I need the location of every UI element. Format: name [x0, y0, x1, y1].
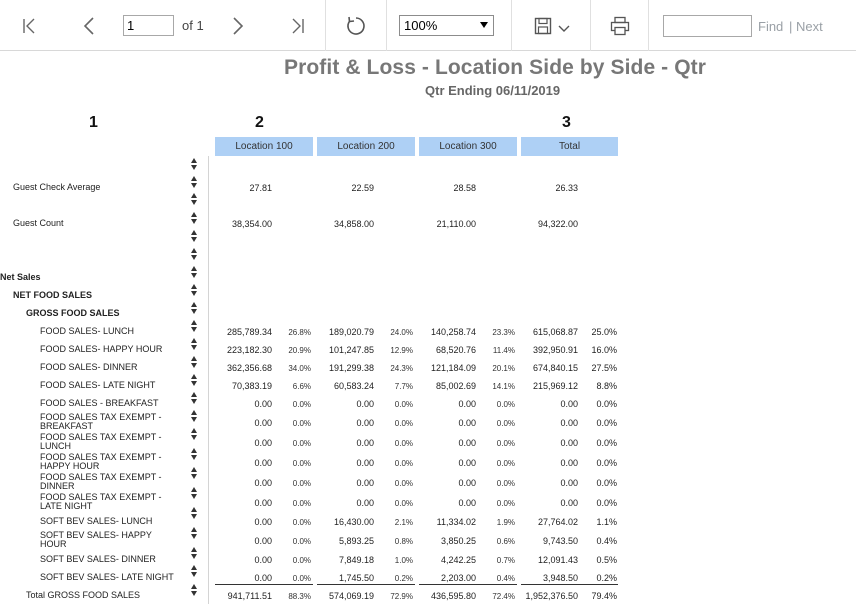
first-page-button[interactable]: [14, 0, 44, 51]
row-value: 223,182.30: [226, 345, 272, 355]
column-header-location-200: Location 200: [317, 137, 415, 156]
row-percent: 0.0%: [496, 439, 515, 448]
row-value: 94,322.00: [537, 219, 578, 229]
row-value: 0.00: [356, 438, 374, 448]
row-value: 12,091.43: [537, 555, 578, 565]
row-value: 3,850.25: [440, 536, 476, 546]
row-percent: 0.0%: [394, 400, 413, 409]
total-underline: [419, 584, 517, 585]
row-label: NET FOOD SALES: [13, 290, 93, 300]
row-value: 189,020.79: [328, 327, 374, 337]
report-title: Profit & Loss - Location Side by Side - Qtr: [284, 56, 707, 79]
report-row: [0, 587, 640, 604]
row-value: 0.00: [458, 498, 476, 508]
row-label: FOOD SALES TAX EXEMPT -: [40, 412, 162, 422]
row-percent: 7.7%: [394, 382, 413, 391]
row-value: 0.00: [458, 458, 476, 468]
row-label: FOOD SALES- DINNER: [40, 362, 138, 372]
row-percent: 72.9%: [390, 592, 413, 601]
save-icon: [534, 17, 552, 35]
row-value: 0.00: [560, 438, 578, 448]
row-value: 0.00: [254, 458, 272, 468]
row-percent: 0.0%: [394, 459, 413, 468]
toolbar-separator: [648, 0, 649, 51]
row-value: 285,789.34: [226, 327, 272, 337]
row-percent: 88.3%: [288, 592, 311, 601]
row-percent: 0.0%: [292, 459, 311, 468]
row-value: 0.00: [254, 418, 272, 428]
row-label: FOOD SALES- LATE NIGHT: [40, 380, 156, 390]
row-percent: 1.0%: [394, 556, 413, 565]
column-group-number: 1: [89, 114, 98, 131]
row-label: FOOD SALES TAX EXEMPT -: [40, 432, 162, 442]
row-value: 0.00: [458, 418, 476, 428]
row-value: 191,299.38: [328, 363, 374, 373]
row-value: 0.00: [254, 498, 272, 508]
row-value: 27.81: [249, 183, 272, 193]
row-value: 4,242.25: [440, 555, 476, 565]
row-value: 674,840.15: [532, 363, 578, 373]
row-label: Total GROSS FOOD SALES: [26, 590, 141, 600]
row-value: 0.00: [254, 399, 272, 409]
print-icon: [610, 16, 630, 36]
row-value: 11,334.02: [436, 517, 476, 527]
row-value: 0.00: [356, 498, 374, 508]
previous-page-button[interactable]: [74, 0, 104, 51]
row-value: 9,743.50: [542, 536, 578, 546]
dropdown-arrow-icon: [480, 22, 488, 28]
column-header-total: Total: [521, 137, 618, 156]
row-value: 22.59: [351, 183, 374, 193]
row-label: LATE NIGHT: [40, 501, 93, 511]
row-value: 0.00: [254, 573, 272, 583]
row-value: 392,950.91: [532, 345, 578, 355]
find-link[interactable]: Find: [758, 19, 784, 34]
row-value: 0.00: [560, 399, 578, 409]
row-percent: 0.7%: [496, 556, 515, 565]
row-value: 5,893.25: [338, 536, 374, 546]
row-percent: 11.4%: [492, 346, 515, 355]
row-value: 0.00: [356, 418, 374, 428]
toolbar-separator: [386, 0, 387, 51]
row-percent: 0.0%: [292, 400, 311, 409]
row-percent: 79.4%: [591, 591, 617, 601]
row-value: 0.00: [560, 498, 578, 508]
row-label: HOUR: [40, 539, 67, 549]
row-value: 60,583.24: [333, 381, 374, 391]
report-row: [0, 179, 640, 197]
row-percent: 25.0%: [591, 327, 617, 337]
row-percent: 14.1%: [492, 382, 515, 391]
report-row: [0, 341, 640, 359]
report-row: [0, 395, 640, 413]
report-row: [0, 359, 640, 377]
row-percent: 0.0%: [292, 556, 311, 565]
row-value: 941,711.51: [227, 591, 272, 601]
report-row: [0, 434, 640, 452]
next-link[interactable]: Next: [796, 19, 823, 34]
row-percent: 0.0%: [394, 439, 413, 448]
report-row: [0, 474, 640, 492]
report-row: [0, 269, 640, 287]
report-row: [0, 323, 640, 341]
row-percent: 0.0%: [292, 574, 311, 583]
previous-page-icon: [82, 16, 96, 36]
row-percent: 0.0%: [292, 479, 311, 488]
row-percent: 0.0%: [292, 439, 311, 448]
row-label: Guest Count: [13, 218, 64, 228]
row-value: 1,952,376.50: [525, 591, 578, 601]
last-page-button[interactable]: [283, 0, 313, 51]
row-percent: 0.8%: [394, 537, 413, 546]
report-row: [0, 551, 640, 569]
total-underline: [215, 584, 313, 585]
row-value: 3,948.50: [542, 573, 578, 583]
find-input[interactable]: [663, 15, 752, 37]
row-value: 0.00: [458, 478, 476, 488]
row-value: 121,184.09: [430, 363, 476, 373]
row-percent: 0.0%: [394, 419, 413, 428]
row-value: 0.00: [356, 478, 374, 488]
row-percent: 72.4%: [492, 592, 515, 601]
row-percent: 1.1%: [596, 517, 617, 527]
row-value: 574,069.19: [328, 591, 374, 601]
chevron-down-icon: [557, 24, 571, 34]
row-percent: 0.0%: [496, 400, 515, 409]
row-percent: 20.9%: [288, 346, 311, 355]
row-label: FOOD SALES TAX EXEMPT -: [40, 472, 162, 482]
column-header-location-100: Location 100: [215, 137, 313, 156]
row-percent: 0.0%: [596, 478, 617, 488]
first-page-icon: [21, 17, 37, 35]
row-percent: 0.2%: [394, 574, 413, 583]
row-percent: 0.4%: [596, 536, 617, 546]
row-value: 0.00: [560, 478, 578, 488]
row-percent: 0.0%: [292, 419, 311, 428]
row-percent: 12.9%: [390, 346, 413, 355]
row-value: 0.00: [254, 478, 272, 488]
row-percent: 0.0%: [496, 459, 515, 468]
row-percent: 0.0%: [394, 499, 413, 508]
toolbar-separator: [325, 0, 326, 51]
report-row: [0, 287, 640, 305]
row-percent: 34.0%: [288, 364, 311, 373]
row-value: 0.00: [356, 458, 374, 468]
refresh-icon: [345, 15, 367, 37]
row-label: FOOD SALES- HAPPY HOUR: [40, 344, 163, 354]
report-row: [0, 414, 640, 432]
row-value: 0.00: [254, 438, 272, 448]
row-percent: 0.5%: [596, 555, 617, 565]
row-percent: 0.0%: [292, 499, 311, 508]
row-value: 0.00: [254, 517, 272, 527]
row-percent: 0.0%: [496, 499, 515, 508]
next-page-button[interactable]: [223, 0, 253, 51]
row-percent: 0.0%: [596, 418, 617, 428]
row-percent: 0.6%: [496, 537, 515, 546]
row-value: 101,247.85: [328, 345, 374, 355]
report-row: [0, 513, 640, 531]
row-value: 0.00: [356, 399, 374, 409]
row-percent: 0.0%: [596, 498, 617, 508]
row-label: SOFT BEV SALES- LUNCH: [40, 516, 153, 526]
row-percent: 0.4%: [496, 574, 515, 583]
column-group-number: 2: [255, 114, 264, 131]
report-row: [0, 454, 640, 472]
row-value: 38,354.00: [231, 219, 272, 229]
print-button[interactable]: [604, 0, 636, 51]
row-percent: 0.0%: [596, 458, 617, 468]
row-percent: 20.1%: [492, 364, 515, 373]
row-percent: 23.3%: [492, 328, 515, 337]
row-percent: 0.0%: [292, 518, 311, 527]
row-percent: 24.0%: [390, 328, 413, 337]
row-label: Net Sales: [0, 272, 41, 282]
row-percent: 0.2%: [596, 573, 617, 583]
row-label: GROSS FOOD SALES: [26, 308, 120, 318]
row-label: DINNER: [40, 481, 75, 491]
column-group-number: 3: [562, 114, 571, 131]
row-value: 436,595.80: [430, 591, 476, 601]
row-percent: 0.0%: [596, 399, 617, 409]
row-value: 70,383.19: [231, 381, 272, 391]
report-row: [0, 494, 640, 512]
last-page-icon: [290, 17, 306, 35]
row-value: 0.00: [560, 418, 578, 428]
row-value: 362,356.68: [226, 363, 272, 373]
row-label: FOOD SALES- LUNCH: [40, 326, 135, 336]
row-percent: 0.0%: [394, 479, 413, 488]
report-row: [0, 215, 640, 233]
report-toolbar: [0, 0, 856, 51]
sort-toggle-icon[interactable]: [191, 248, 198, 261]
row-value: 85,002.69: [435, 381, 476, 391]
row-percent: 0.0%: [496, 479, 515, 488]
report-subtitle: Qtr Ending 06/11/2019: [425, 83, 561, 98]
total-underline: [317, 584, 415, 585]
row-percent: 6.6%: [292, 382, 311, 391]
row-value: 0.00: [458, 399, 476, 409]
row-value: 0.00: [254, 536, 272, 546]
sort-toggle-icon[interactable]: [191, 158, 198, 171]
row-value: 0.00: [254, 555, 272, 565]
row-label: LUNCH: [40, 441, 72, 451]
row-value: 16,430.00: [333, 517, 374, 527]
row-label: HAPPY HOUR: [40, 461, 100, 471]
row-value: 215,969.12: [532, 381, 578, 391]
row-percent: 26.8%: [288, 328, 311, 337]
row-value: 0.00: [560, 458, 578, 468]
row-value: 21,110.00: [436, 219, 476, 229]
row-label: FOOD SALES TAX EXEMPT -: [40, 492, 162, 502]
toolbar-separator: [511, 0, 512, 51]
row-value: 28.58: [453, 183, 476, 193]
next-page-icon: [231, 16, 245, 36]
refresh-button[interactable]: [339, 0, 373, 51]
row-value: 68,520.76: [435, 345, 476, 355]
export-button[interactable]: [528, 0, 576, 51]
page-number-input[interactable]: [123, 15, 174, 36]
row-percent: 0.0%: [496, 419, 515, 428]
row-percent: 24.3%: [390, 364, 413, 373]
row-label: BREAKFAST: [40, 421, 94, 431]
row-percent: 2.1%: [394, 518, 413, 527]
row-percent: 27.5%: [591, 363, 617, 373]
row-value: 140,258.74: [430, 327, 476, 337]
row-percent: 0.0%: [292, 537, 311, 546]
row-value: 2,203.00: [440, 573, 476, 583]
row-label: SOFT BEV SALES- LATE NIGHT: [40, 572, 174, 582]
row-value: 1,745.50: [338, 573, 374, 583]
find-separator: |: [789, 19, 793, 34]
row-label: FOOD SALES - BREAKFAST: [40, 398, 159, 408]
row-value: 0.00: [458, 438, 476, 448]
report-canvas: [0, 52, 856, 604]
total-underline: [521, 584, 618, 585]
report-row: [0, 305, 640, 323]
row-label: SOFT BEV SALES- HAPPY: [40, 530, 152, 540]
row-value: 7,849.18: [338, 555, 374, 565]
row-value: 27,764.02: [537, 517, 578, 527]
row-value: 34,858.00: [333, 219, 374, 229]
toolbar-separator: [590, 0, 591, 51]
row-label: FOOD SALES TAX EXEMPT -: [40, 452, 162, 462]
row-value: 615,068.87: [532, 327, 578, 337]
row-value: 26.33: [555, 183, 578, 193]
row-percent: 0.0%: [596, 438, 617, 448]
row-percent: 1.9%: [496, 518, 515, 527]
report-row: [0, 377, 640, 395]
row-label: Guest Check Average: [13, 182, 101, 192]
page-count-label: of 1: [182, 18, 204, 33]
row-percent: 8.8%: [596, 381, 617, 391]
column-header-location-300: Location 300: [419, 137, 517, 156]
report-row: [0, 532, 640, 550]
zoom-value: 100%: [404, 18, 438, 33]
row-percent: 16.0%: [591, 345, 617, 355]
row-label: SOFT BEV SALES- DINNER: [40, 554, 156, 564]
zoom-select[interactable]: [399, 15, 494, 36]
